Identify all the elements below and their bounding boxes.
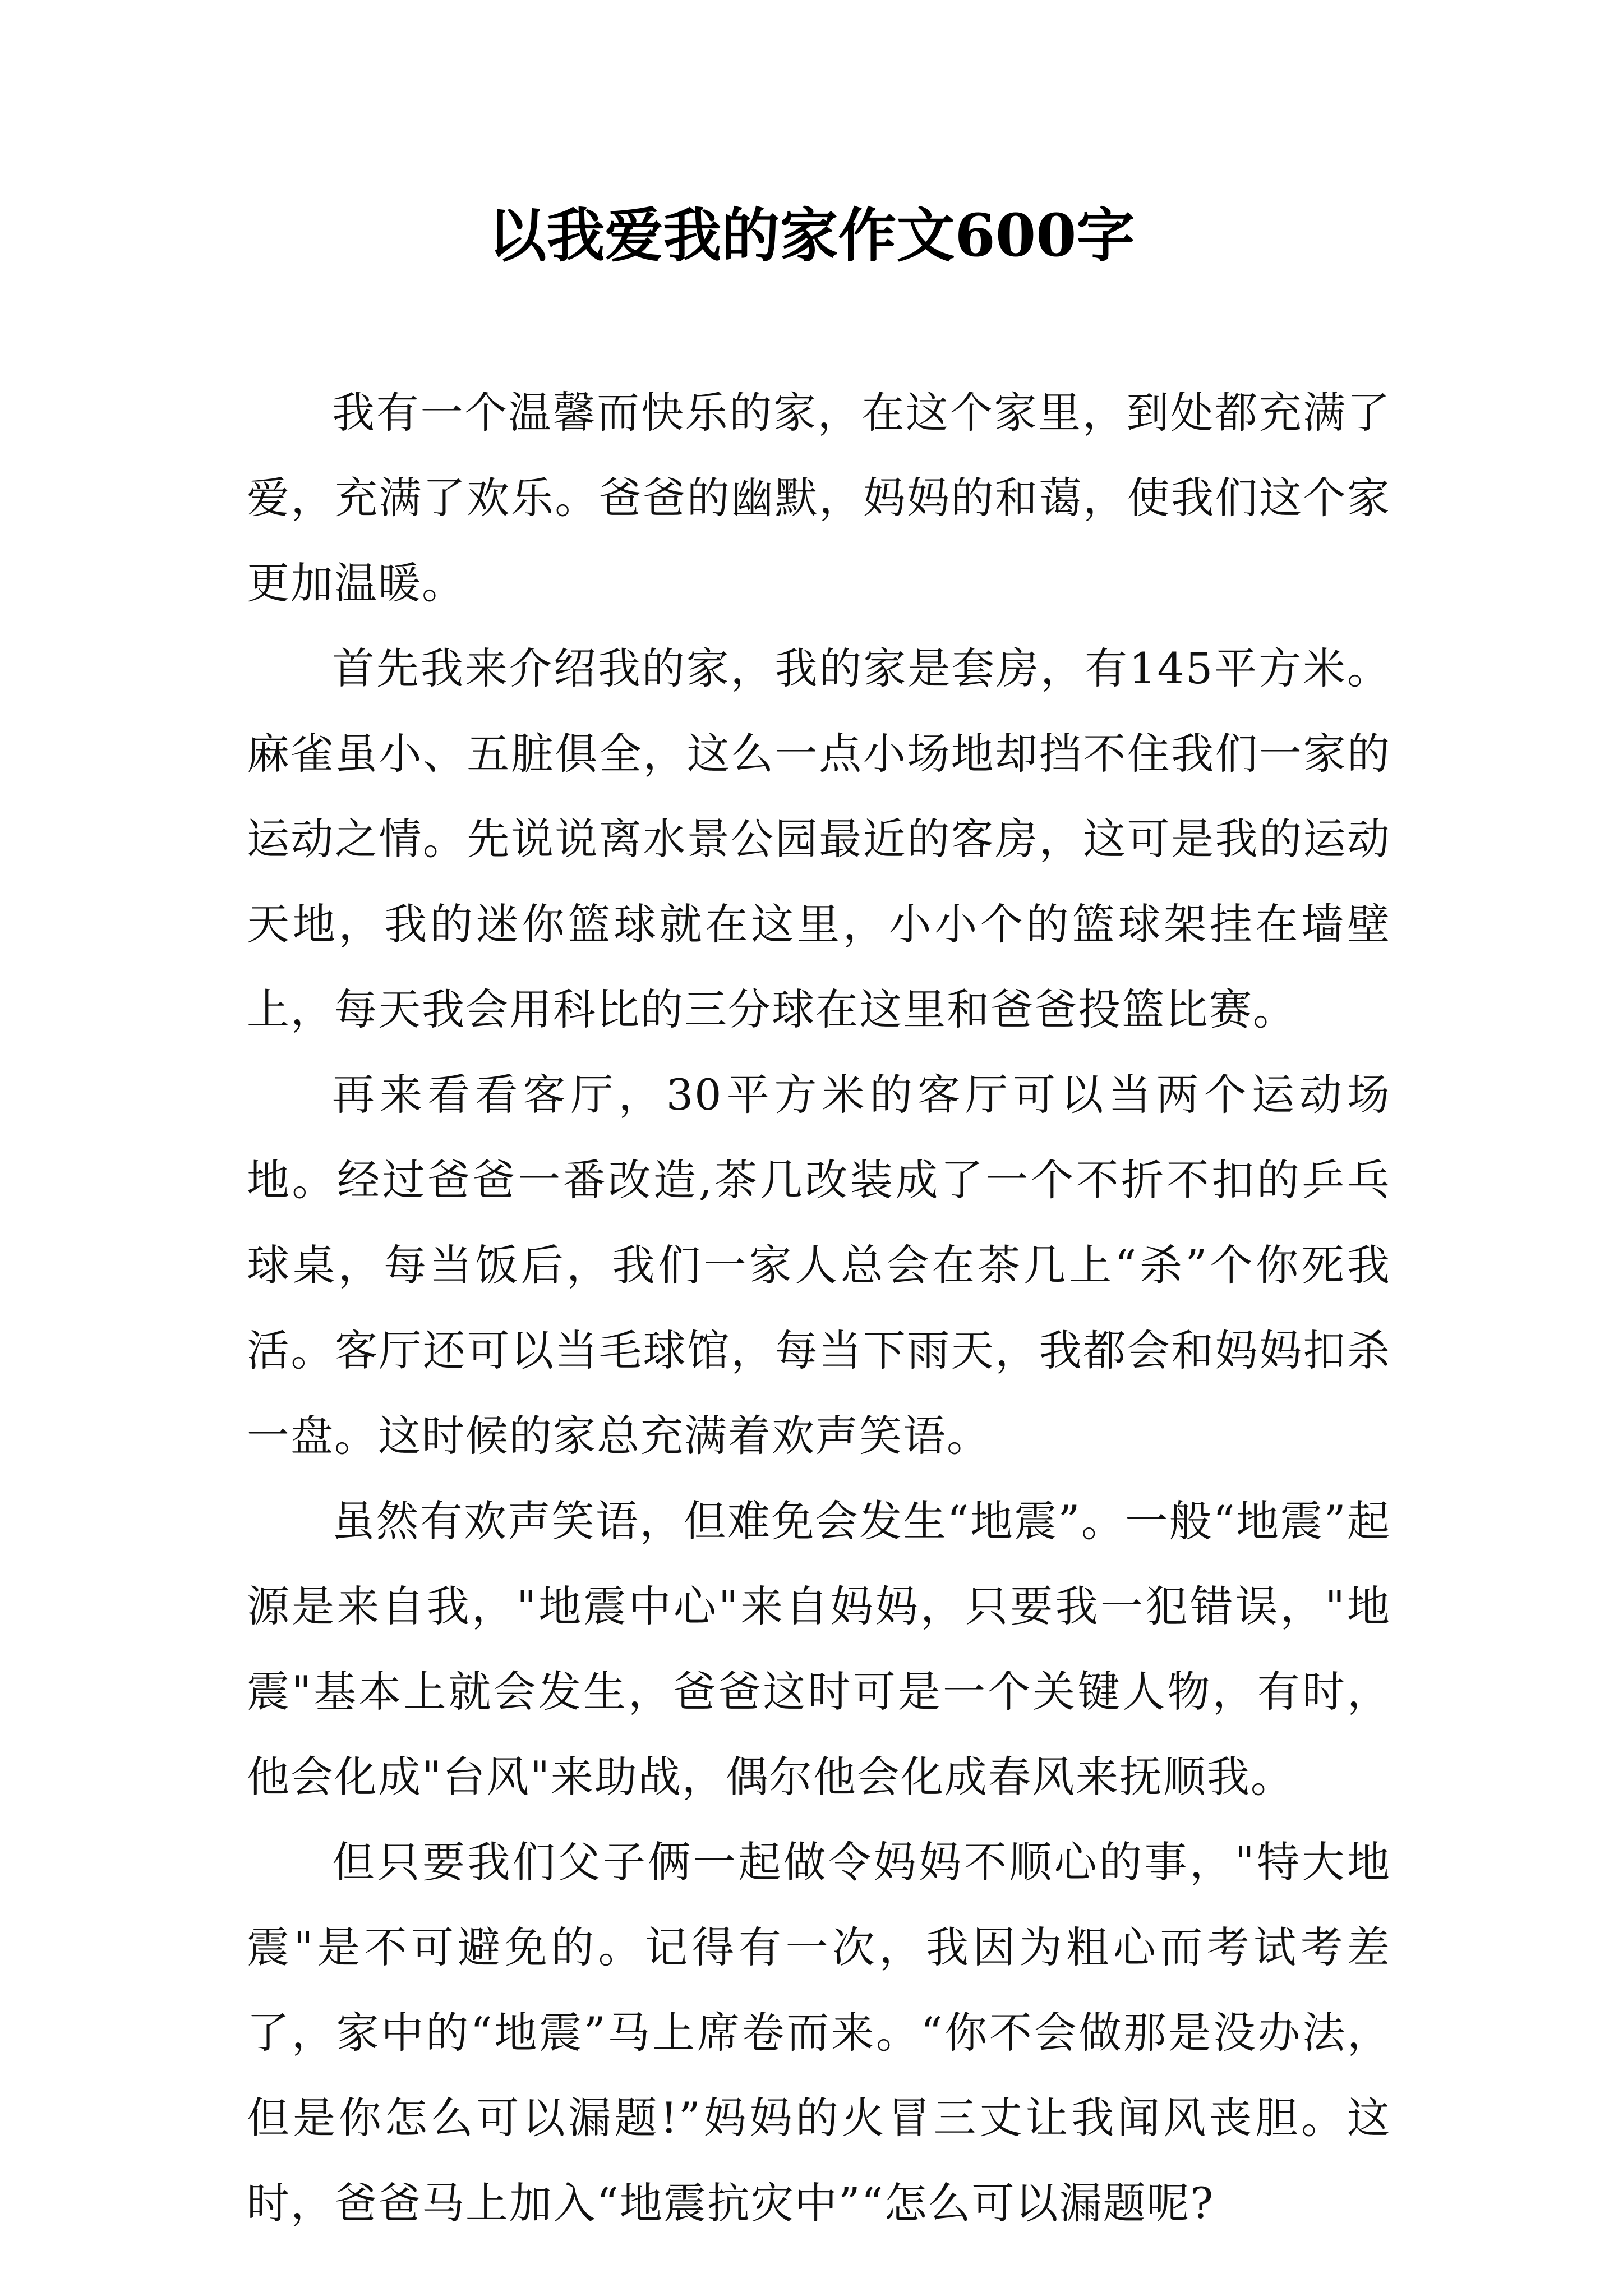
document-body [247,370,1391,2246]
paragraph-intro: 我有一个温馨而快乐的家，在这个家里，到处都充满了爱，充满了欢乐。爸爸的幽默，妈妈的和蔼，使我们这个家更加温暖。 [247,388,1391,608]
paragraph-earthquake: 虽然有欢声笑语，但难免会发生“地震”。一般“地震”起源是来自我，"地震中心"来自妈妈，只要我一犯错误，"地震"基本上就会发生，爸爸这时可是一个关键人物，有时，他会化成"台风"来助战，偶尔他会化成春风来抚顺我。 [247,1496,1391,1802]
paragraph-living-room: 再来看看客厅，30平方米的客厅可以当两个运动场地。经过爸爸一番改造,茶几改装成了一个不折不扣的乒乓球桌，每当饭后，我们一家人总会在茶几上“杀”个你死我活。客厅还可以当毛球馆，每当下雨天，我都会和妈妈扣杀一盘。这时候的家总充满着欢声笑语。 [247,1070,1391,1461]
document-title: 以我爱我的家作文600字 [488,201,1135,270]
paragraph-big-earthquake: 但只要我们父子俩一起做令妈妈不顺心的事，"特大地震"是不可避免的。记得有一次，我因为粗心而考试考差了，家中的“地震”马上席卷而来。“你不会做那是没办法，但是你怎么可以漏题!”妈妈的火冒三丈让我闻风丧胆。这时，爸爸马上加入“地震抗灾中”“怎么可以漏题呢? [247,1837,1391,2228]
paragraph-home-intro: 首先我来介绍我的家，我的家是套房，有145平方米。麻雀虽小、五脏俱全，这么一点小场地却挡不住我们一家的运动之情。先说说离水景公园最近的客房，这可是我的运动天地，我的迷你篮球就在这里，小小个的篮球架挂在墙壁上，每天我会用科比的三分球在这里和爸爸投篮比赛。 [247,643,1391,1034]
